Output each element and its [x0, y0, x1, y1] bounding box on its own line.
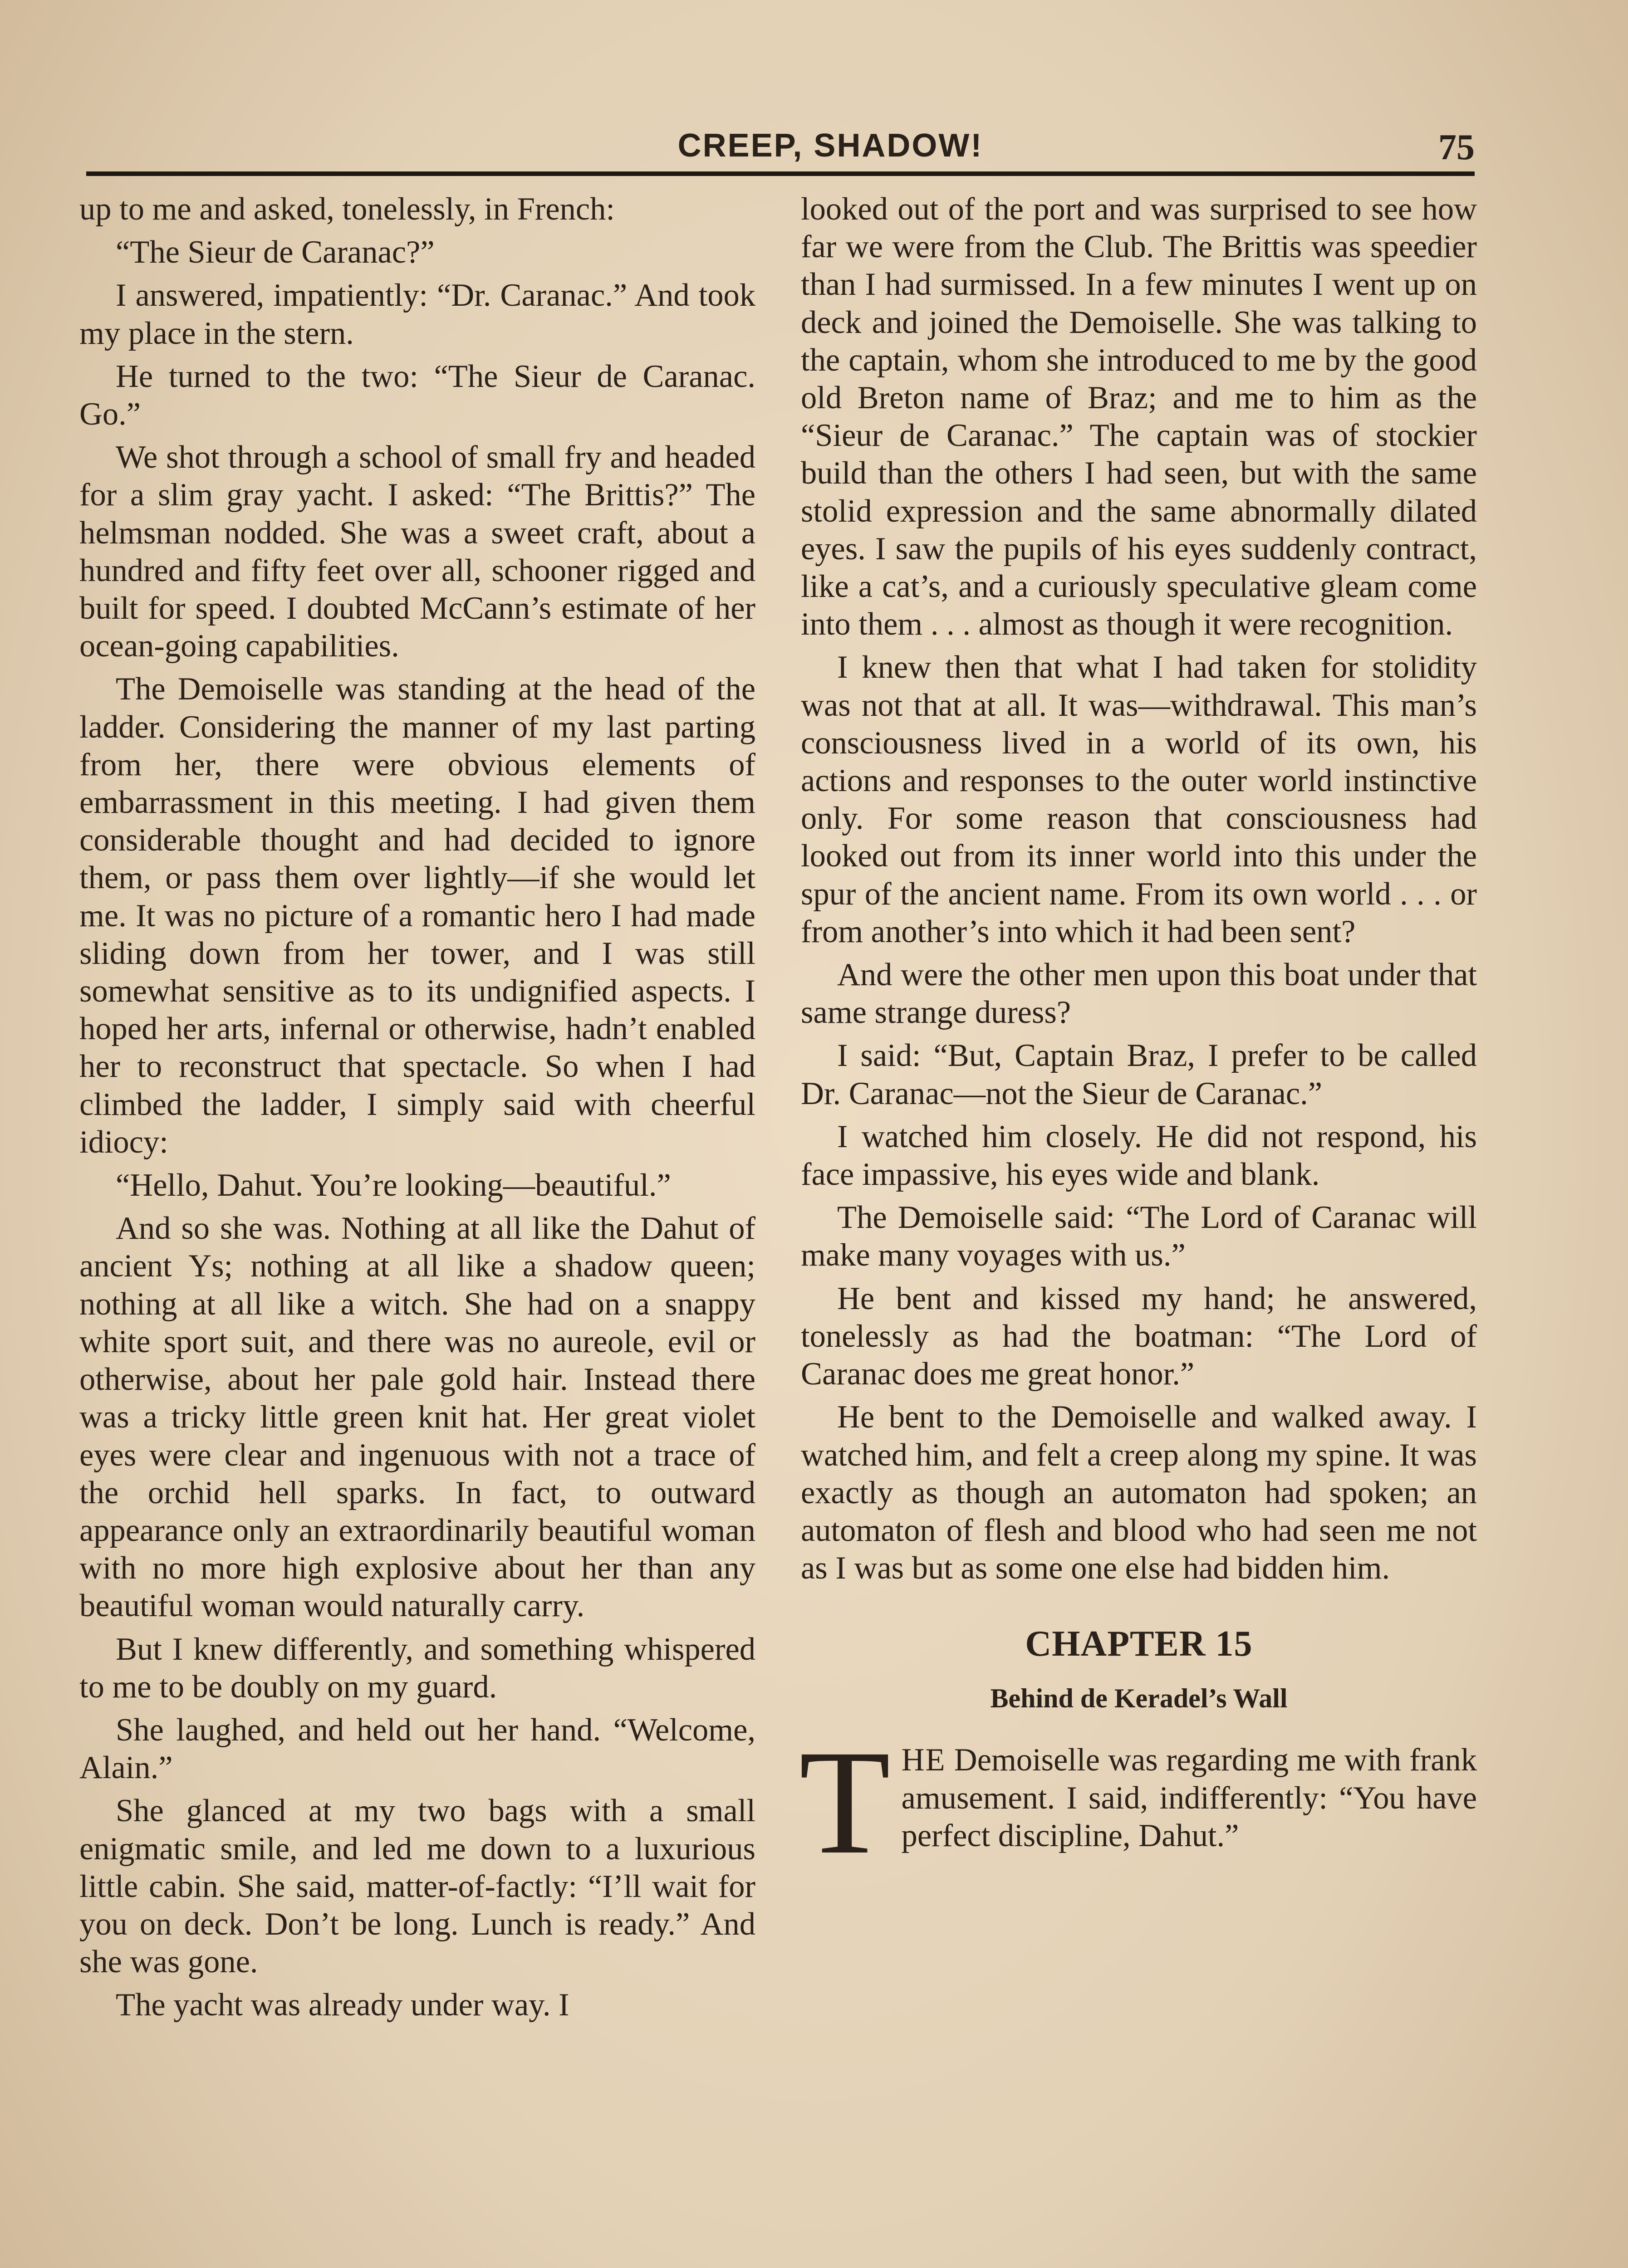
paragraph: He turned to the two: “The Sieur de Caranac. Go.”: [79, 358, 755, 432]
paragraph: We shot through a school of small fry and headed for a slim gray yacht. I asked: “The Brittis?” The helmsman nodded. She was a sweet craft, about a hundred and fifty feet over all, schooner rigged and built for speed. I doubted McCann’s estimate of her ocean-going capabilities.: [79, 440, 755, 664]
paragraph: “Hello, Dahut. You’re looking—beautiful.”: [116, 1168, 671, 1203]
running-title: CREEP, SHADOW!: [677, 127, 983, 164]
opening-word: HE: [901, 1742, 946, 1778]
paragraph: I knew then that what I had taken for stolidity was not that at all. It was—withdrawal. This man’s consciousness lived in a world of its own, his actions and responses to the outer world instinctive only. For some reason that consciousness had looked out from its inner world into this under the spur of the ancient name. From its own world . . . or from another’s into which it had been sent?: [801, 650, 1477, 949]
right-column: [799, 191, 1477, 1886]
paragraph: The Demoiselle said: “The Lord of Caranac will make many voyages with us.”: [801, 1200, 1477, 1273]
paragraph: looked out of the port and was surprised to see how far we were from the Club. The Brittis was speedier than I had surmissed. In a few minutes I went up on deck and joined the Demoiselle. She was talking to the captain, whom she introduced to me by the good old Breton name of Braz; and me to him as the “Sieur de Caranac.” The captain was of stockier build than the others I had seen, but with the same stolid expression and the same abnormally dilated eyes. I saw the pupils of his eyes suddenly contract, like a cat’s, and a curiously speculative gleam come into them . . . almost as though it were recognition.: [801, 191, 1477, 642]
paragraph: And so she was. Nothing at all like the Dahut of ancient Ys; nothing at all like a shadow queen; nothing at all like a witch. She had on a snappy white sport suit, and there was no aureole, evil or otherwise, about her pale gold hair. Instead there was a tricky little green knit hat. Her great violet eyes were clear and ingenuous with not a trace of the orchid hell sparks. In fact, to outward appearance only an extraordinarily beautiful woman with no more high explosive about her than any beautiful woman would naturally carry.: [79, 1211, 755, 1624]
paragraph: The Demoiselle was standing at the head of the ladder. Considering the manner of my last parting from her, there were obvious elements of embarrassment in this meeting. I had given them considerable thought and had decided to ignore them, or pass them over lightly—if she would let me. It was no picture of a romantic hero I had made sliding down from her tower, and I was still somewhat sensitive as to its undignified aspects. I hoped her arts, infernal or otherwise, hadn’t enabled her to reconstruct that spectacle. So when I had climbed the ladder, I simply said with cheerful idiocy:: [79, 671, 755, 1160]
left-column: [79, 191, 755, 2030]
paragraph: I answered, impatiently: “Dr. Caranac.” And took my place in the stern.: [79, 278, 755, 351]
paragraph: She laughed, and held out her hand. “Welcome, Alain.”: [79, 1712, 755, 1786]
opening-text: Demoiselle was regarding me with frank amusement. I said, indifferently: “You have perfect discipline, Dahut.”: [901, 1742, 1477, 1853]
paragraph: up to me and asked, tonelessly, in French:: [79, 191, 615, 227]
paragraph: She glanced at my two bags with a small enigmatic smile, and led me down to a luxurious little cabin. She said, matter-of-factly: “I’ll wait for you on deck. Don’t be long. Lunch is ready.” And she was gone.: [79, 1793, 755, 1980]
page-number: 75: [1438, 127, 1475, 167]
header-rule: [86, 171, 1475, 176]
chapter-heading: CHAPTER 15: [1025, 1624, 1253, 1664]
running-head: [86, 122, 1475, 172]
chapter-opening-paragraph: [799, 1720, 1477, 1886]
chapter-title: Behind de Keradel’s Wall: [990, 1683, 1288, 1714]
paragraph: I said: “But, Captain Braz, I prefer to be called Dr. Caranac—not the Sieur de Caranac.”: [801, 1038, 1477, 1111]
paragraph: He bent and kissed my hand; he answered, tonelessly as had the boatman: “The Lord of Caranac does me great honor.”: [801, 1281, 1477, 1392]
paragraph: The yacht was already under way. I: [116, 1987, 569, 2023]
paragraph: I watched him closely. He did not respond, his face impassive, his eyes wide and blank.: [801, 1119, 1477, 1193]
paragraph: And were the other men upon this boat under that same strange duress?: [801, 957, 1477, 1031]
drop-cap: T: [799, 1720, 891, 1886]
paragraph: He bent to the Demoiselle and walked away. I watched him, and felt a creep along my spine. It was exactly as though an automaton had spoken; an automaton of flesh and blood who had seen me not as I was but as some one else had bidden him.: [801, 1399, 1477, 1586]
paragraph: “The Sieur de Caranac?”: [116, 235, 435, 270]
paragraph: But I knew differently, and something whispered to me to be doubly on my guard.: [79, 1631, 755, 1705]
